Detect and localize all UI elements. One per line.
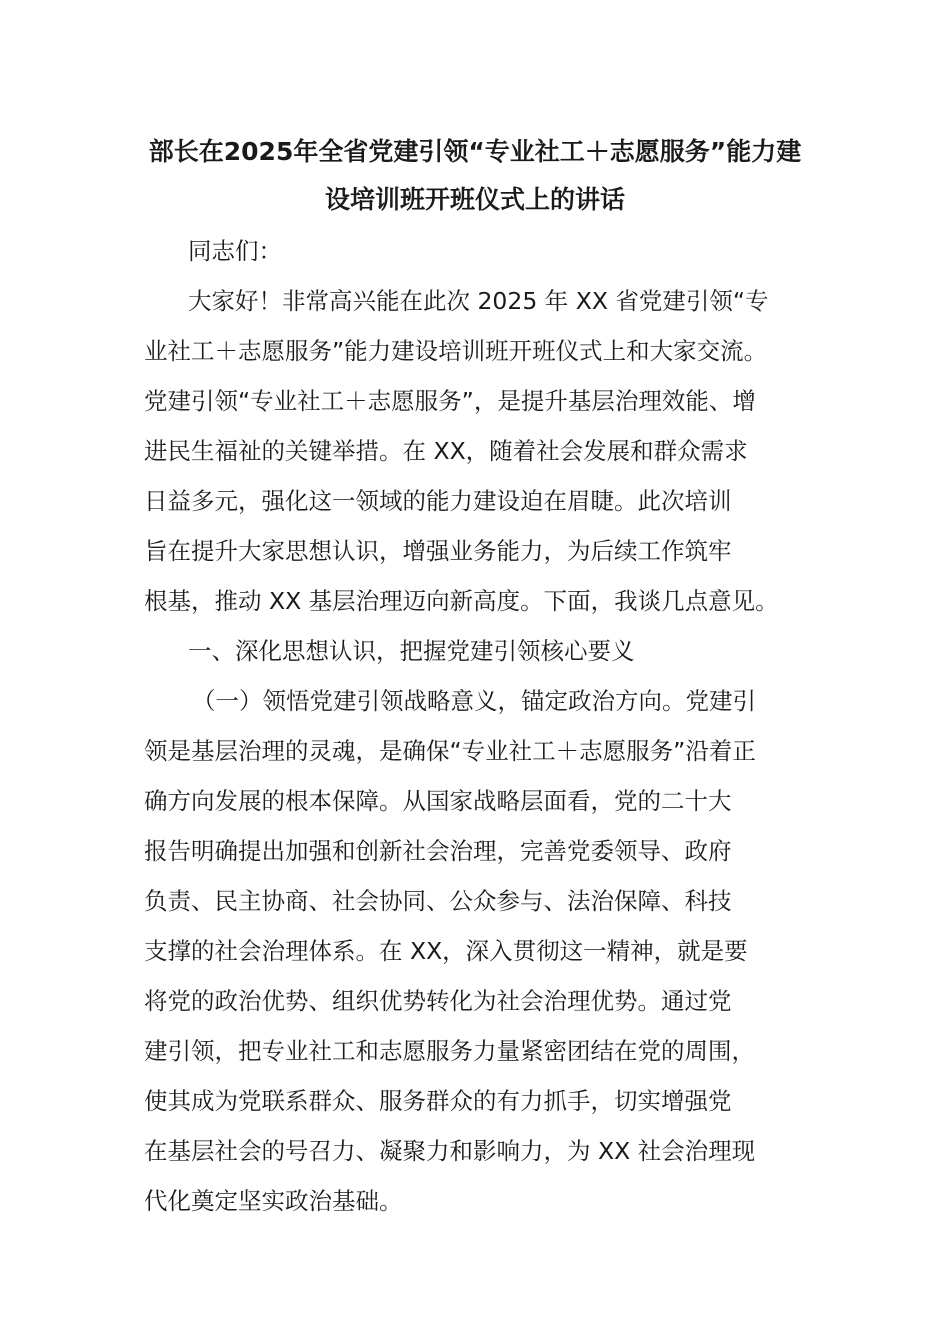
paragraph-line: 党建引领“专业社工＋志愿服务”，是提升基层治理效能、增 [144, 387, 756, 415]
paragraph-line: 在基层社会的号召力、凝聚力和影响力，为 XX 社会治理现 [144, 1137, 756, 1165]
section-heading: 一、深化思想认识，把握党建引领核心要义 [188, 637, 635, 665]
paragraph-line: 支撑的社会治理体系。在 XX，深入贯彻这一精神，就是要 [144, 937, 748, 965]
paragraph-line: 日益多元，强化这一领域的能力建设迫在眉睫。此次培训 [144, 487, 732, 515]
paragraph-line: 根基，推动 XX 基层治理迈向新高度。下面，我谈几点意见。 [144, 587, 779, 615]
paragraph-line: 报告明确提出加强和创新社会治理，完善党委领导、政府 [144, 837, 732, 865]
paragraph-line: 代化奠定坚实政治基础。 [144, 1187, 403, 1215]
paragraph-line: 领是基层治理的灵魂，是确保“专业社工＋志愿服务”沿着正 [144, 737, 756, 765]
paragraph-line: 业社工＋志愿服务”能力建设培训班开班仪式上和大家交流。 [144, 337, 768, 365]
salutation: 同志们： [188, 237, 282, 265]
paragraph-line: 进民生福祉的关键举措。在 XX，随着社会发展和群众需求 [144, 437, 748, 465]
document-title [130, 128, 820, 224]
subsection-line: （一）领悟党建引领战略意义，锚定政治方向。党建引 [192, 687, 756, 715]
paragraph-line: 旨在提升大家思想认识，增强业务能力，为后续工作筑牢 [144, 537, 732, 565]
title-line-1: 部长在2025年全省党建引领“专业社工＋志愿服务”能力建 [148, 137, 802, 166]
paragraph-line: 建引领，把专业社工和志愿服务力量紧密团结在党的周围， [144, 1037, 755, 1065]
paragraph-line: 确方向发展的根本保障。从国家战略层面看，党的二十大 [144, 787, 732, 815]
paragraph-line: 负责、民主协商、社会协同、公众参与、法治保障、科技 [144, 887, 732, 915]
paragraph-line: 使其成为党联系群众、服务群众的有力抓手，切实增强党 [144, 1087, 732, 1115]
document-body [144, 226, 824, 1226]
paragraph-line: 将党的政治优势、组织优势转化为社会治理优势。通过党 [144, 987, 732, 1015]
paragraph-line: 大家好！非常高兴能在此次 2025 年 XX 省党建引领“专 [188, 287, 769, 315]
title-line-2: 设培训班开班仪式上的讲话 [324, 185, 625, 214]
